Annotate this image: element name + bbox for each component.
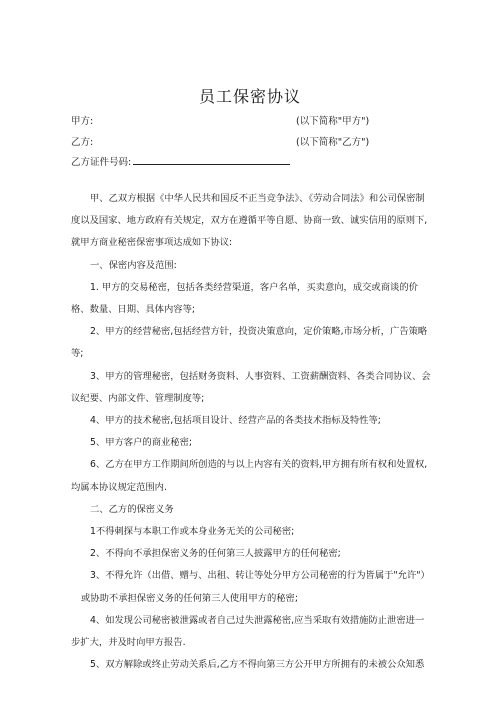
section-1-item-4: 4、甲方的技术秘密,包括项目设计、经营产品的各类技术指标及特性等; bbox=[90, 415, 381, 427]
id-number-line bbox=[71, 154, 290, 168]
section-1-heading: 一、保密内容及范围: bbox=[90, 259, 177, 271]
intro-paragraph: 甲、乙双方根据《中华人民共和国反不正当竞争法》、《劳动合同法》和公司保密制度以及国家、地方政府有关规定，双方在遵循平等自愿、协商一致、诚实信用的原则下,就甲方商业秘密保密事项达成如下协议: bbox=[71, 193, 428, 249]
party-b-note: (以下简称"乙方") bbox=[296, 137, 370, 148]
party-a-line bbox=[71, 113, 370, 127]
id-number-label: 乙方证件号码: bbox=[71, 157, 132, 168]
section-2-item-4: 4、如发现公司秘密被泄露或者自己过失泄露秘密,应当采取有效措施防止泄密进一步扩大，并及时向甲方报告. bbox=[71, 614, 425, 649]
id-number-blank bbox=[133, 155, 290, 165]
section-1-item-5: 5、甲方客户的商业秘密; bbox=[90, 437, 193, 449]
section-2-heading: 二、乙方的保密义务 bbox=[90, 503, 174, 515]
section-1-item-6: 6、乙方在甲方工作期间所创造的与以上内容有关的资料,甲方拥有所有权和处置权,均属本协议规定范围内. bbox=[71, 459, 428, 493]
section-2-item-3-continued: 或协助不承担保密义务的任何第三人使用甲方的秘密; bbox=[81, 592, 298, 604]
party-a-note: (以下简称"甲方") bbox=[296, 116, 370, 127]
section-1-item-2: 2、甲方的经营秘密,包括经营方针，投资决策意向，定价策略,市场分析，广告策略等; bbox=[71, 326, 428, 360]
section-1-item-3: 3、甲方的管理秘密，包括财务资料、人事资料、工资薪酬资料、各类合同协议、会议纪要、内部文件、管理制度等; bbox=[71, 370, 431, 404]
party-a-label: 甲方: bbox=[71, 116, 94, 127]
section-2-item-1: 1不得刺探与本职工作或本身业务无关的公司秘密; bbox=[90, 526, 295, 538]
section-2-item-5: 5、双方解除或终止劳动关系后,乙方不得向第三方公开甲方所拥有的未被公众知悉 bbox=[90, 659, 425, 671]
agreement-body bbox=[71, 188, 433, 676]
party-b-line bbox=[71, 134, 370, 148]
page-title: 员工保密协议 bbox=[198, 87, 301, 106]
section-1-item-1: 1. 甲方的交易秘密，包括各类经营渠道，客户名单，买卖意向，成交或商谈的价格、数量、日期、具体内容等; bbox=[71, 281, 418, 316]
section-2-item-2: 2、不得向不承担保密义务的任何第三人披露甲方的任何秘密; bbox=[90, 548, 341, 560]
party-b-label: 乙方: bbox=[71, 137, 94, 148]
section-2-item-3: 3、不得允许（出借、赠与、出租、转让等处分甲方公司秘密的行为皆属于"允许"） bbox=[90, 570, 430, 582]
